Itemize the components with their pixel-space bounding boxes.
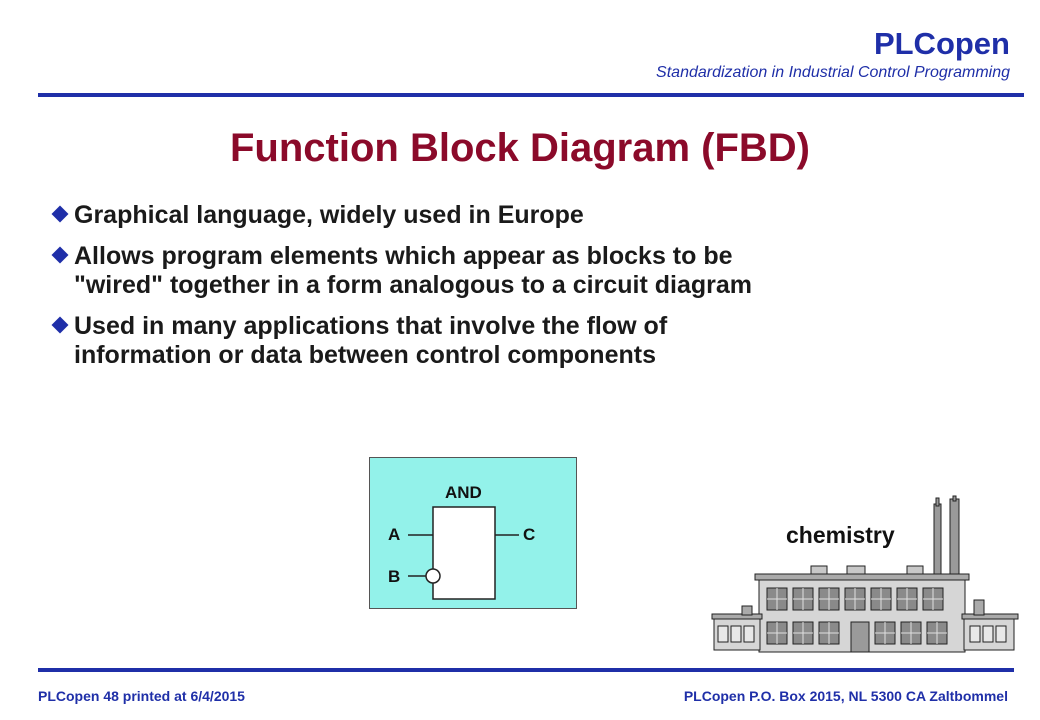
bottom-divider: [38, 668, 1014, 672]
bullet-text-continued: "wired" together in a form analogous to a circuit diagram: [74, 271, 752, 299]
top-divider: [38, 93, 1024, 97]
bullet-item: [52, 312, 1012, 370]
factory-icon: [712, 496, 1022, 656]
bullet-text: Graphical language, widely used in Europe: [74, 201, 584, 229]
and-block-graphic: [370, 458, 576, 608]
footer-page-info: PLCopen 48 printed at 6/4/2015: [38, 688, 245, 704]
diamond-bullet-icon: [52, 317, 69, 334]
input-b-label: B: [388, 567, 401, 586]
bullet-item: [52, 242, 1012, 300]
diamond-bullet-icon: [52, 206, 69, 223]
diamond-bullet-icon: [52, 247, 69, 264]
brand-tagline: Standardization in Industrial Control Programming: [656, 64, 1010, 81]
bullet-list: [52, 201, 1012, 382]
input-a-label: A: [388, 525, 401, 544]
chemistry-label: chemistry: [786, 522, 895, 548]
footer-address: PLCopen P.O. Box 2015, NL 5300 CA Zaltbommel: [683, 688, 1008, 704]
output-c-label: C: [523, 525, 536, 544]
slide-title: Function Block Diagram (FBD): [229, 126, 811, 170]
brand-title: PLCopen: [873, 26, 1010, 61]
bullet-text: Allows program elements which appear as blocks to be: [74, 242, 733, 270]
bullet-item: [52, 201, 1012, 230]
bullet-text-continued: information or data between control components: [74, 341, 656, 369]
fbd-diagram: [369, 457, 577, 609]
negation-circle-icon: [426, 569, 440, 583]
block-name-label: AND: [445, 483, 482, 502]
and-block-rect: [433, 507, 495, 599]
bullet-text: Used in many applications that involve the flow of: [74, 312, 668, 340]
